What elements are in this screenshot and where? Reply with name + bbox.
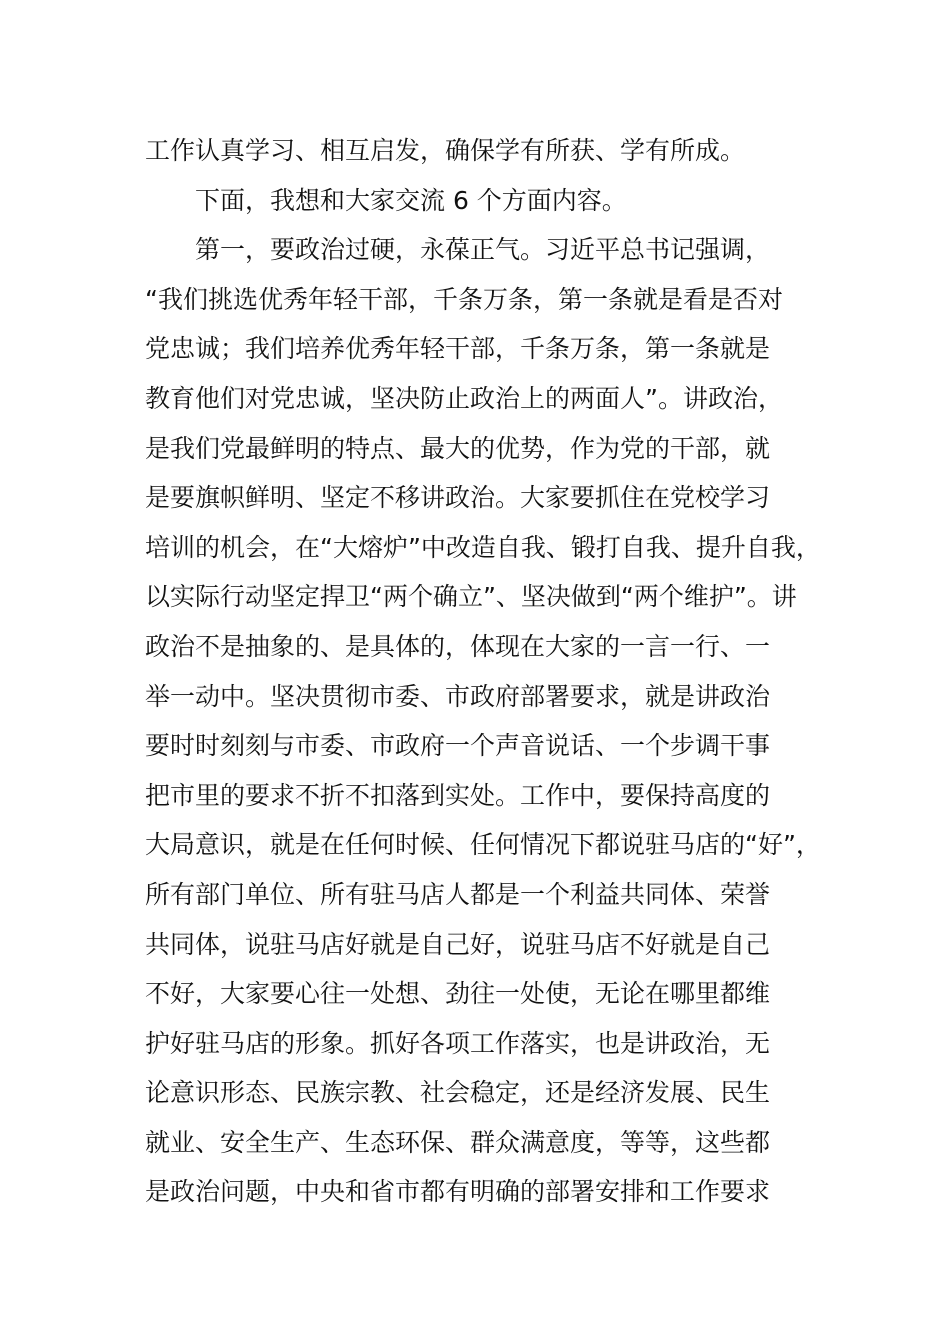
text-line: 共同体，说驻马店好就是自己好，说驻马店不好就是自己 <box>145 929 771 959</box>
text-line: 工作认真学习、相互启发，确保学有所获、学有所成。 <box>145 136 746 165</box>
paragraph-start-line: 第一，要政治过硬，永葆正气。习近平总书记强调， <box>195 235 771 265</box>
text-line: 教育他们对党忠诚，坚决防止政治上的两面人”。讲政治， <box>145 383 783 413</box>
text-line: 以实际行动坚定捍卫“两个确立”、坚决做到“两个维护”。讲 <box>145 582 797 612</box>
text-line: 要时时刻刻与市委、市政府一个声音说话、一个步调干事 <box>145 731 771 761</box>
text-line: 所有部门单位、所有驻马店人都是一个利益共同体、荣誉 <box>145 879 771 909</box>
text-line: 不好，大家要心往一处想、劲往一处使，无论在哪里都维 <box>145 979 771 1009</box>
paragraph-start-line: 下面，我想和大家交流 6 个方面内容。 <box>195 185 627 215</box>
text-line: 党忠诚；我们培养优秀年轻干部，千条万条，第一条就是 <box>145 334 771 364</box>
text-line: 培训的机会，在“大熔炉”中改造自我、锻打自我、提升自我， <box>145 532 821 562</box>
text-line: 护好驻马店的形象。抓好各项工作落实，也是讲政治，无 <box>145 1028 771 1058</box>
text-line: 政治不是抽象的、是具体的，体现在大家的一言一行、一 <box>145 631 771 661</box>
body-text <box>145 126 825 1217</box>
text-line: 是政治问题，中央和省市都有明确的部署安排和工作要求 <box>145 1177 771 1207</box>
text-line: “我们挑选优秀年轻干部，千条万条，第一条就是看是否对 <box>145 284 783 314</box>
text-line: 举一动中。坚决贯彻市委、市政府部署要求，就是讲政治 <box>145 681 771 711</box>
text-line: 大局意识，就是在任何时候、任何情况下都说驻马店的“好”， <box>145 830 821 860</box>
text-line: 把市里的要求不折不扣落到实处。工作中，要保持高度的 <box>145 780 771 810</box>
text-line: 论意识形态、民族宗教、社会稳定，还是经济发展、民生 <box>145 1078 771 1108</box>
text-line: 是要旗帜鲜明、坚定不移讲政治。大家要抓住在党校学习 <box>145 483 771 513</box>
text-line: 就业、安全生产、生态环保、群众满意度，等等，这些都 <box>145 1127 771 1157</box>
text-line: 是我们党最鲜明的特点、最大的优势，作为党的干部，就 <box>145 433 771 463</box>
